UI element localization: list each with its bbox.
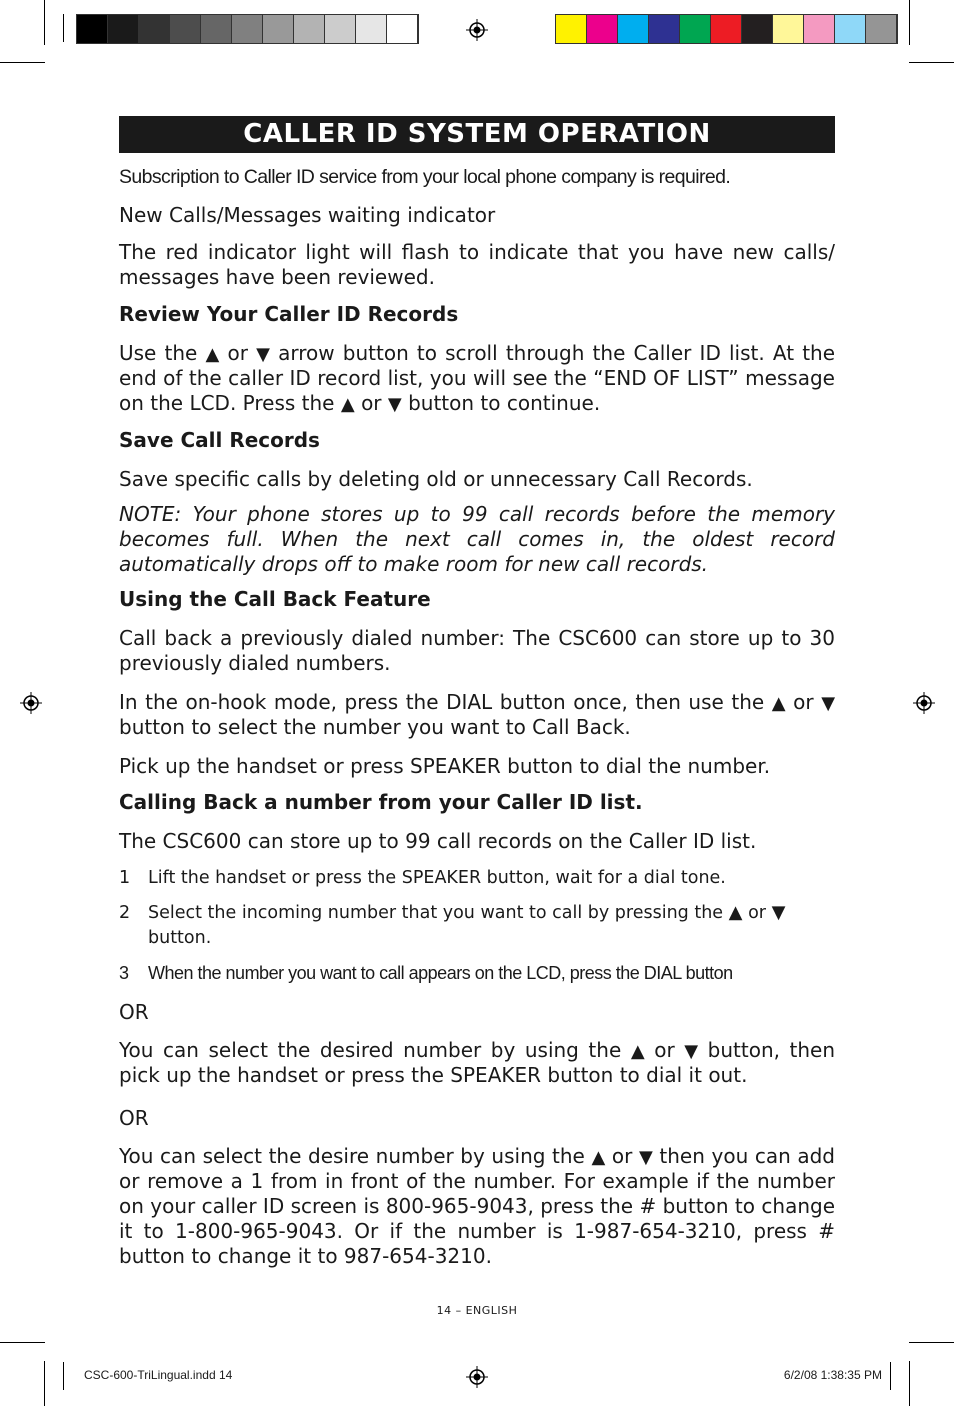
callback-text-2: In the on-hook mode, press the DIAL button once, then use the ▲ or ▼ button to select the number you want to Call Back. bbox=[119, 690, 836, 739]
crop-mark bbox=[909, 62, 954, 63]
crop-mark bbox=[909, 1361, 910, 1406]
indicator-heading: New Calls/Messages waiting indicator bbox=[119, 203, 496, 227]
callback-heading: Using the Call Back Feature bbox=[119, 587, 431, 611]
steps-list bbox=[119, 866, 835, 986]
registration-mark-icon bbox=[20, 692, 42, 714]
color-swatch bbox=[356, 15, 387, 43]
up-arrow-icon: ▲ bbox=[728, 902, 743, 923]
grayscale-color-bar bbox=[76, 14, 419, 44]
registration-mark-icon bbox=[913, 692, 935, 714]
callback-text-1: Call back a previously dialed number: The CSC600 can store up to 30 previously dialed numbers. bbox=[119, 626, 835, 675]
color-swatch bbox=[387, 15, 418, 43]
color-swatch bbox=[742, 15, 773, 43]
crop-mark bbox=[0, 1342, 45, 1343]
page-title: CALLER ID SYSTEM OPERATION bbox=[119, 116, 835, 153]
list-item: 3 When the number you want to call appears on the LCD, press the DIAL button bbox=[119, 963, 733, 983]
process-color-bar bbox=[555, 14, 898, 44]
up-arrow-icon: ▲ bbox=[591, 1147, 606, 1168]
color-swatch bbox=[587, 15, 618, 43]
color-swatch bbox=[649, 15, 680, 43]
crop-mark bbox=[890, 1362, 891, 1390]
color-swatch bbox=[294, 15, 325, 43]
color-swatch bbox=[108, 15, 139, 43]
color-swatch bbox=[618, 15, 649, 43]
color-swatch bbox=[866, 15, 897, 43]
color-swatch bbox=[201, 15, 232, 43]
slug-filename: CSC-600-TriLingual.indd 14 bbox=[84, 1368, 233, 1382]
up-arrow-icon: ▲ bbox=[630, 1041, 645, 1062]
color-swatch bbox=[835, 15, 866, 43]
color-swatch bbox=[232, 15, 263, 43]
slug-timestamp: 6/2/08 1:38:35 PM bbox=[783, 1368, 882, 1382]
or-separator: OR bbox=[119, 1106, 149, 1130]
down-arrow-icon: ▼ bbox=[771, 902, 786, 923]
crop-mark bbox=[63, 14, 64, 42]
crop-mark bbox=[909, 1342, 954, 1343]
color-swatch bbox=[170, 15, 201, 43]
crop-mark bbox=[44, 0, 45, 45]
review-heading: Review Your Caller ID Records bbox=[119, 302, 459, 326]
save-text: Save specific calls by deleting old or unnecessary Call Records. bbox=[119, 467, 753, 491]
color-swatch bbox=[711, 15, 742, 43]
crop-mark bbox=[0, 62, 45, 63]
color-swatch bbox=[325, 15, 356, 43]
color-swatch bbox=[556, 15, 587, 43]
save-heading: Save Call Records bbox=[119, 428, 320, 452]
registration-mark-icon bbox=[466, 1366, 488, 1388]
callingback-heading: Calling Back a number from your Caller ID list. bbox=[119, 790, 643, 814]
review-text: Use the ▲ or ▼ arrow button to scroll through the Caller ID list. At the end of the caller ID record list, you will see the “END OF LIST” message on the LCD. Press the ▲ or ▼ button to continue. bbox=[119, 341, 836, 415]
or-separator: OR bbox=[119, 1000, 149, 1024]
registration-mark-icon bbox=[466, 19, 488, 41]
crop-mark bbox=[44, 1361, 45, 1406]
callback-text-3: Pick up the handset or press SPEAKER button to dial the number. bbox=[119, 754, 771, 778]
color-swatch bbox=[77, 15, 108, 43]
color-swatch bbox=[263, 15, 294, 43]
alternative-1: You can select the desired number by using the ▲ or ▼ button, then pick up the handset or press the SPEAKER button to dial it out. bbox=[119, 1038, 836, 1087]
page-footer: 14 – ENGLISH bbox=[436, 1304, 518, 1317]
crop-mark bbox=[63, 1362, 64, 1390]
down-arrow-icon: ▼ bbox=[821, 693, 836, 714]
subscription-note: Subscription to Caller ID service from your local phone company is required. bbox=[119, 166, 731, 188]
list-item: 2 Select the incoming number that you want to call by pressing the ▲ or ▼ button. bbox=[119, 902, 786, 948]
up-arrow-icon: ▲ bbox=[771, 693, 786, 714]
color-swatch bbox=[680, 15, 711, 43]
down-arrow-icon: ▼ bbox=[684, 1041, 699, 1062]
save-note: NOTE: Your phone stores up to 99 call records before the memory becomes full. When the next call comes in, the oldest record automatically drops off to make room for new call records. bbox=[119, 502, 835, 576]
crop-mark bbox=[909, 0, 910, 45]
up-arrow-icon: ▲ bbox=[205, 344, 220, 365]
color-swatch bbox=[773, 15, 804, 43]
down-arrow-icon: ▼ bbox=[256, 344, 270, 365]
list-item: 1 Lift the handset or press the SPEAKER button, wait for a dial tone. bbox=[119, 868, 726, 888]
page-content bbox=[119, 116, 835, 1269]
up-arrow-icon: ▲ bbox=[340, 394, 355, 415]
alternative-2: You can select the desire number by using the ▲ or ▼ then you can add or remove a 1 from in front of the number. For example if the number on your caller ID screen is 800-965-9043, press the # button to change it to 1-800-965-9043. Or if the number is 1-987-654-3210, press # button to change it to 987-654-3210. bbox=[119, 1144, 835, 1268]
down-arrow-icon: ▼ bbox=[638, 1147, 653, 1168]
down-arrow-icon: ▼ bbox=[387, 394, 402, 415]
callingback-intro: The CSC600 can store up to 99 call records on the Caller ID list. bbox=[119, 829, 757, 853]
indicator-text: The red indicator light will flash to indicate that you have new calls/ messages have been reviewed. bbox=[119, 240, 835, 289]
color-swatch bbox=[804, 15, 835, 43]
color-swatch bbox=[139, 15, 170, 43]
